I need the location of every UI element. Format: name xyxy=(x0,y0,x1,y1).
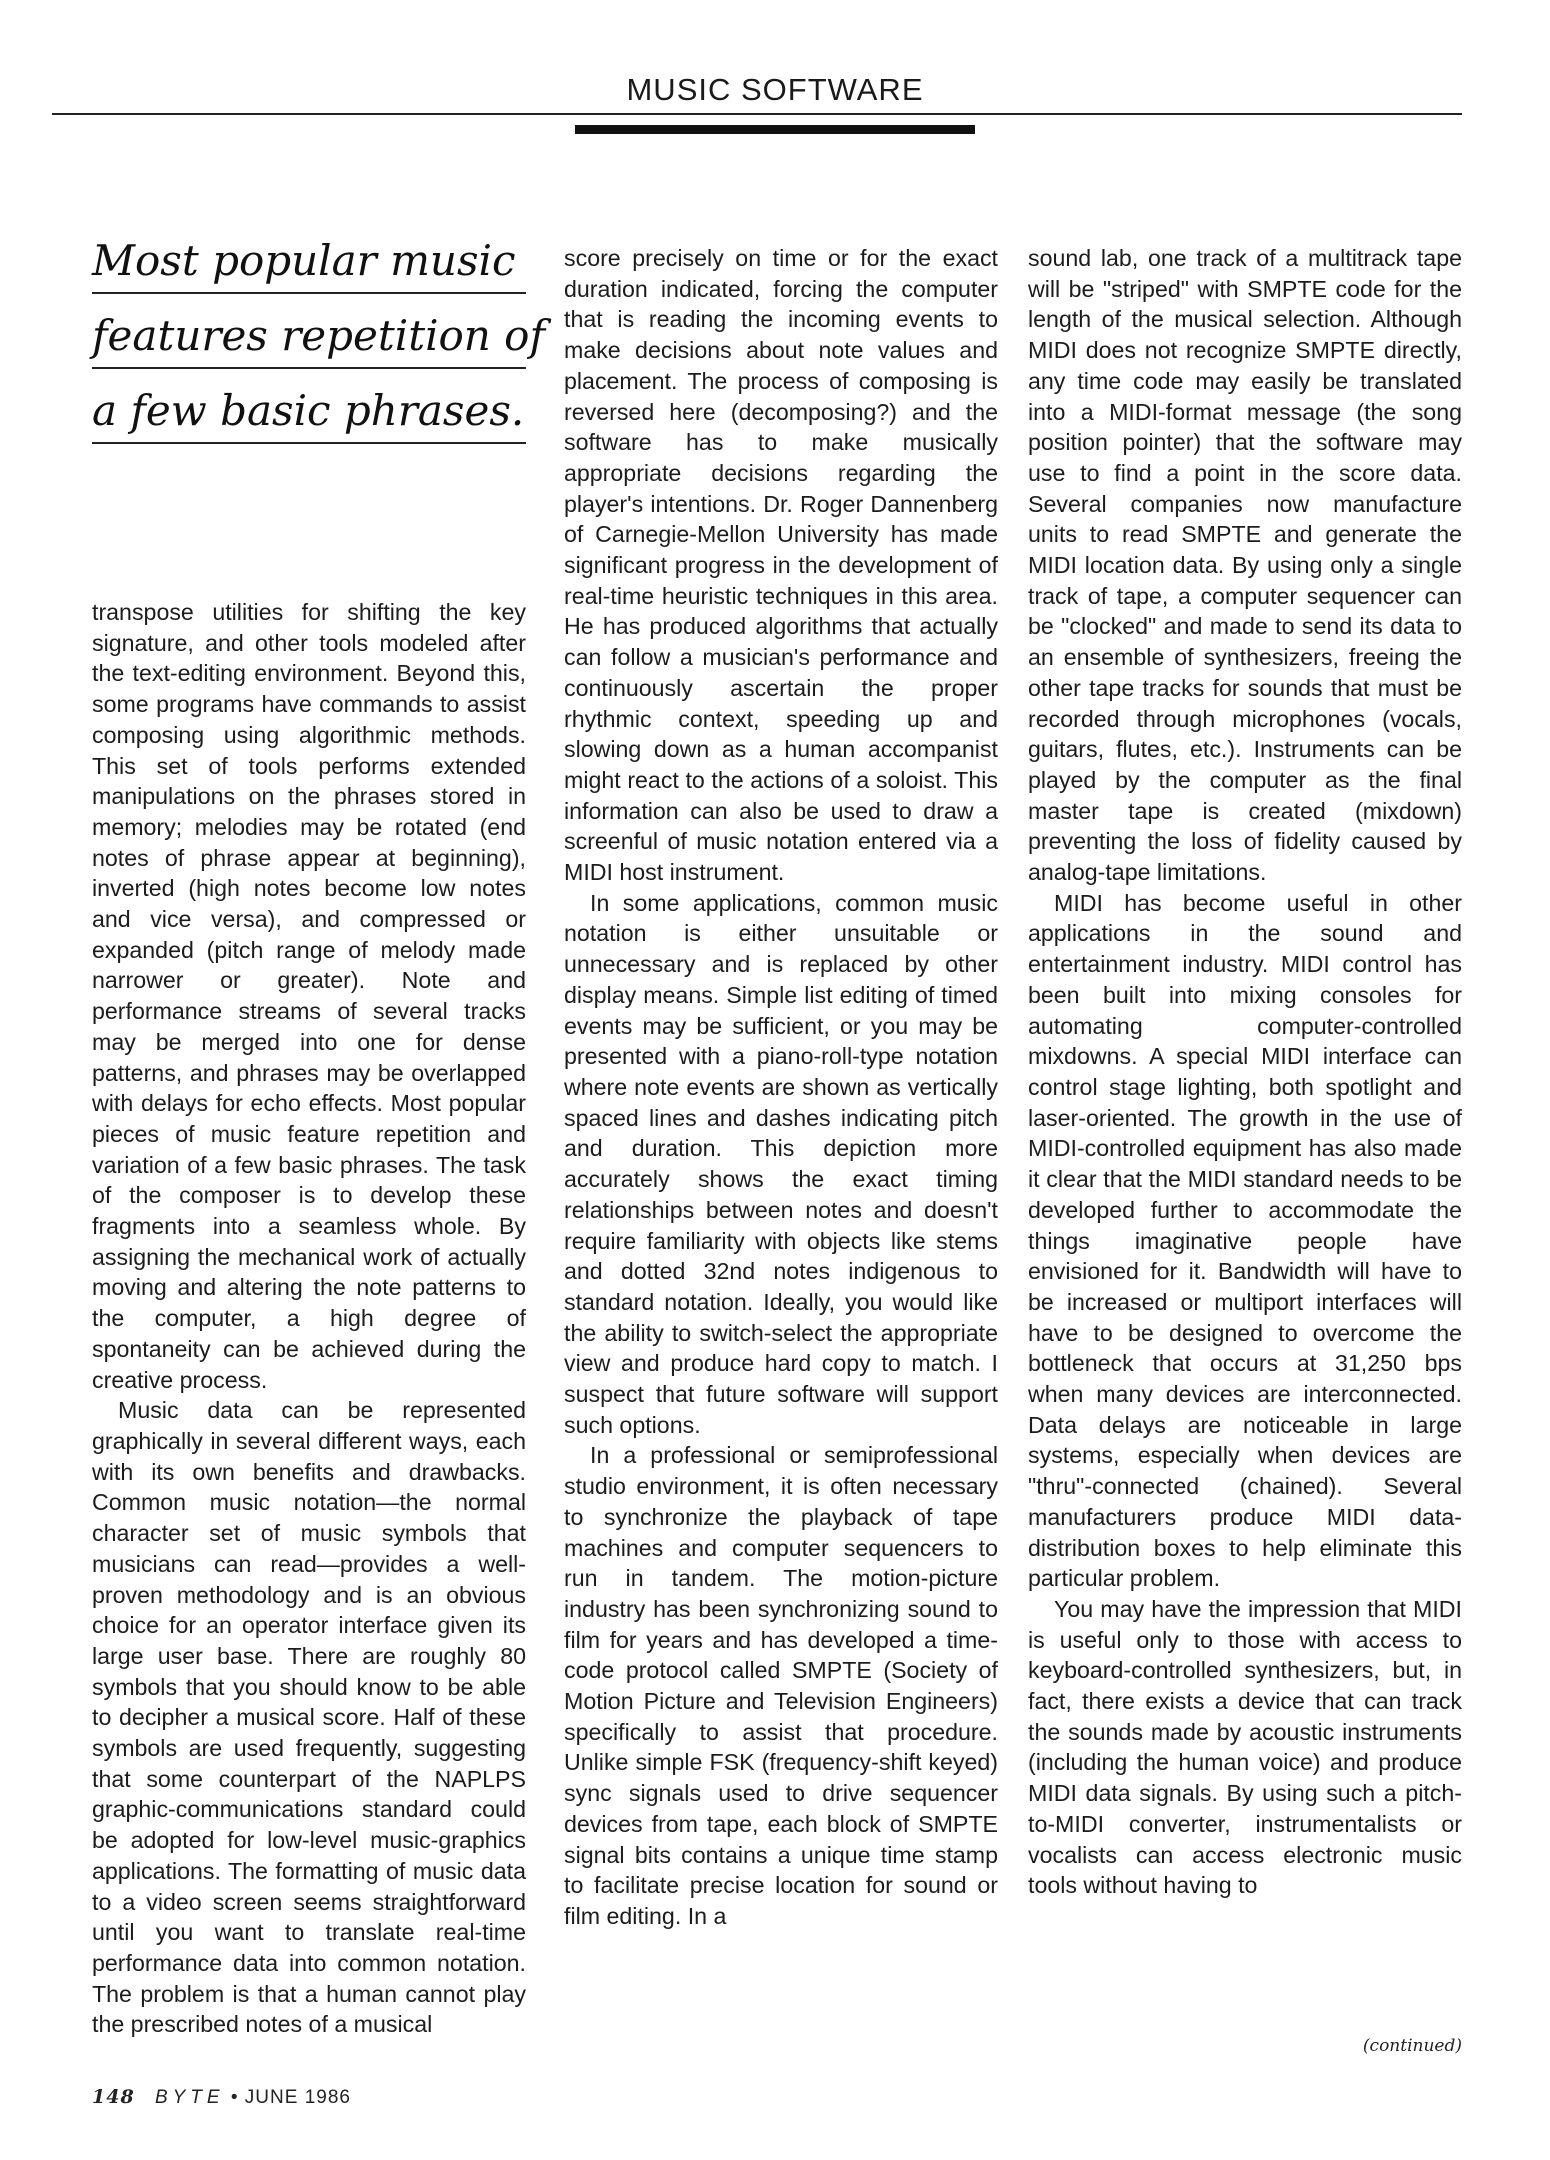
pull-quote-line: features repetition of xyxy=(92,311,526,369)
paragraph: In a professional or semiprofessional studio environment, it is often necessary to synchronize the playback of tape machines and computer sequencers to run in tandem. The motion-picture industry has been synchronizing sound to film for years and has developed a time-code protocol called SMPTE (Society of Motion Picture and Television Engineers) specifically to assist that procedure. Unlike simple FSK (frequency-shift keyed) sync signals used to drive sequencer devices from tape, each block of SMPTE signal bits contains a unique time stamp to facilitate precise location for sound or film editing. In a xyxy=(564,1442,998,1929)
paragraph: score precisely on time or for the exact duration indicated, forcing the computer that is reading the incoming events to make decisions about note values and placement. The process of composing is reversed here (decomposing?) and the software has to make musically appropriate decisions regarding the player's intentions. Dr. Roger Dannenberg of Carnegie-Mellon University has made significant progress in the development of real-time heuristic techniques in this area. He has produced algorithms that actually can follow a musician's performance and continuously ascertain the proper rhythmic context, speeding up and slowing down as a human accompanist might react to the actions of a soloist. This information can also be used to draw a screenful of music notation entered via a MIDI host instrument. xyxy=(564,245,998,886)
issue-date: JUNE 1986 xyxy=(244,2087,351,2108)
magazine-name: BYTE xyxy=(154,2087,225,2108)
pull-quote xyxy=(92,236,546,461)
text-column-1 xyxy=(92,597,526,2040)
paragraph: transpose utilities for shifting the key signature, and other tools modeled after the text-editing environment. Beyond this, some programs have commands to assist composing using algorithmic methods. This set of tools performs extended manipulations on the phrases stored in memory; melodies may be rotated (end notes of phrase appear at beginning), inverted (high notes become low notes and vice versa), and compressed or expanded (pitch range of melody made narrower or greater). Note and performance streams of several tracks may be merged into one for dense patterns, and phrases may be overlapped with delays for echo effects. Most popular pieces of music feature repetition and variation of a few basic phrases. The task of the composer is to develop these fragments into a seamless whole. By assigning the mechanical work of actually moving and altering the note patterns to the computer, a high degree of spontaneity can be achieved during the creative process. xyxy=(92,599,526,1393)
paragraph: In some applications, common music notation is either unsuitable or unnecessary and is replaced by other display means. Simple list editing of timed events may be sufficient, or you may be presented with a piano-roll-type notation where note events are shown as vertically spaced lines and dashes indicating pitch and duration. This depiction more accurately shows the exact timing relationships between notes and doesn't require familiarity with objects like stems and dotted 32nd notes indigenous to standard notation. Ideally, you would like the ability to switch-select the appropriate view and produce hard copy to match. I suspect that future software will support such options. xyxy=(564,889,998,1438)
header-rule xyxy=(52,113,1462,115)
section-title-bar xyxy=(575,125,975,134)
page-number: 148 xyxy=(92,2086,135,2108)
paragraph: MIDI has become useful in other applications in the sound and entertainment industry. MIDI control has been built into mixing consoles for automating computer-controlled mixdowns. A special MIDI interface can control stage lighting, both spotlight and laser-oriented. The growth in the use of MIDI-controlled equipment has also made it clear that the MIDI standard needs to be developed further to accommodate the things imaginative people have envisioned for it. Bandwidth will have to be increased or multiport interfaces will have to be designed to overcome the bottleneck that occurs at 31,250 bps when many devices are interconnected. Data delays are noticeable in large systems, especially when devices are "thru"-connected (chained). Several manufacturers produce MIDI data-distribution boxes to help eliminate this particular problem. xyxy=(1028,889,1462,1592)
paragraph: You may have the impression that MIDI is useful only to those with access to keyboard-controlled synthesizers, but, in fact, there exists a device that can track the sounds made by acoustic instruments (including the human voice) and produce MIDI data signals. By using such a pitch-to-MIDI converter, instrumentalists or vocalists can access electronic music tools without having to xyxy=(1028,1595,1462,1899)
pull-quote-line: a few basic phrases. xyxy=(92,386,526,444)
paragraph: sound lab, one track of a multitrack tape will be "striped" with SMPTE code for the length of the musical selection. Although MIDI does not recognize SMPTE directly, any time code may easily be translated into a MIDI-format message (the song position pointer) that the software may use to find a point in the score data. Several companies now manufacture units to read SMPTE and generate the MIDI location data. By using only a single track of tape, a computer sequencer can be "clocked" and made to send its data to an ensemble of synthesizers, freeing the other tape tracks for sounds that must be recorded through microphones (vocals, guitars, flutes, etc.). Instruments can be played by the computer as the final master tape is created (mixdown) preventing the loss of fidelity caused by analog-tape limitations. xyxy=(1028,245,1462,886)
section-title: MUSIC SOFTWARE xyxy=(626,72,924,107)
pull-quote-line: Most popular music xyxy=(92,236,526,294)
footer-separator: • xyxy=(230,2087,239,2108)
paragraph: Music data can be represented graphically in several different ways, each with its own benefits and drawbacks. Common music notation—the normal character set of music symbols that musicians can read—provides a well-proven methodology and is an obvious choice for an operator interface given its large user base. There are roughly 80 symbols that you should know to be able to decipher a musical score. Half of these symbols are used frequently, suggesting that some counterpart of the NAPLPS graphic-communications standard could be adopted for low-level music-graphics applications. The formatting of music data to a video screen seems straightforward until you want to translate real-time performance data into common notation. The problem is that a human cannot play the prescribed notes of a musical xyxy=(92,1397,526,2038)
continued-label: (continued) xyxy=(1362,2036,1462,2056)
text-column-3 xyxy=(1028,243,1462,1901)
text-column-2 xyxy=(564,243,998,1932)
page-footer xyxy=(92,2086,351,2109)
